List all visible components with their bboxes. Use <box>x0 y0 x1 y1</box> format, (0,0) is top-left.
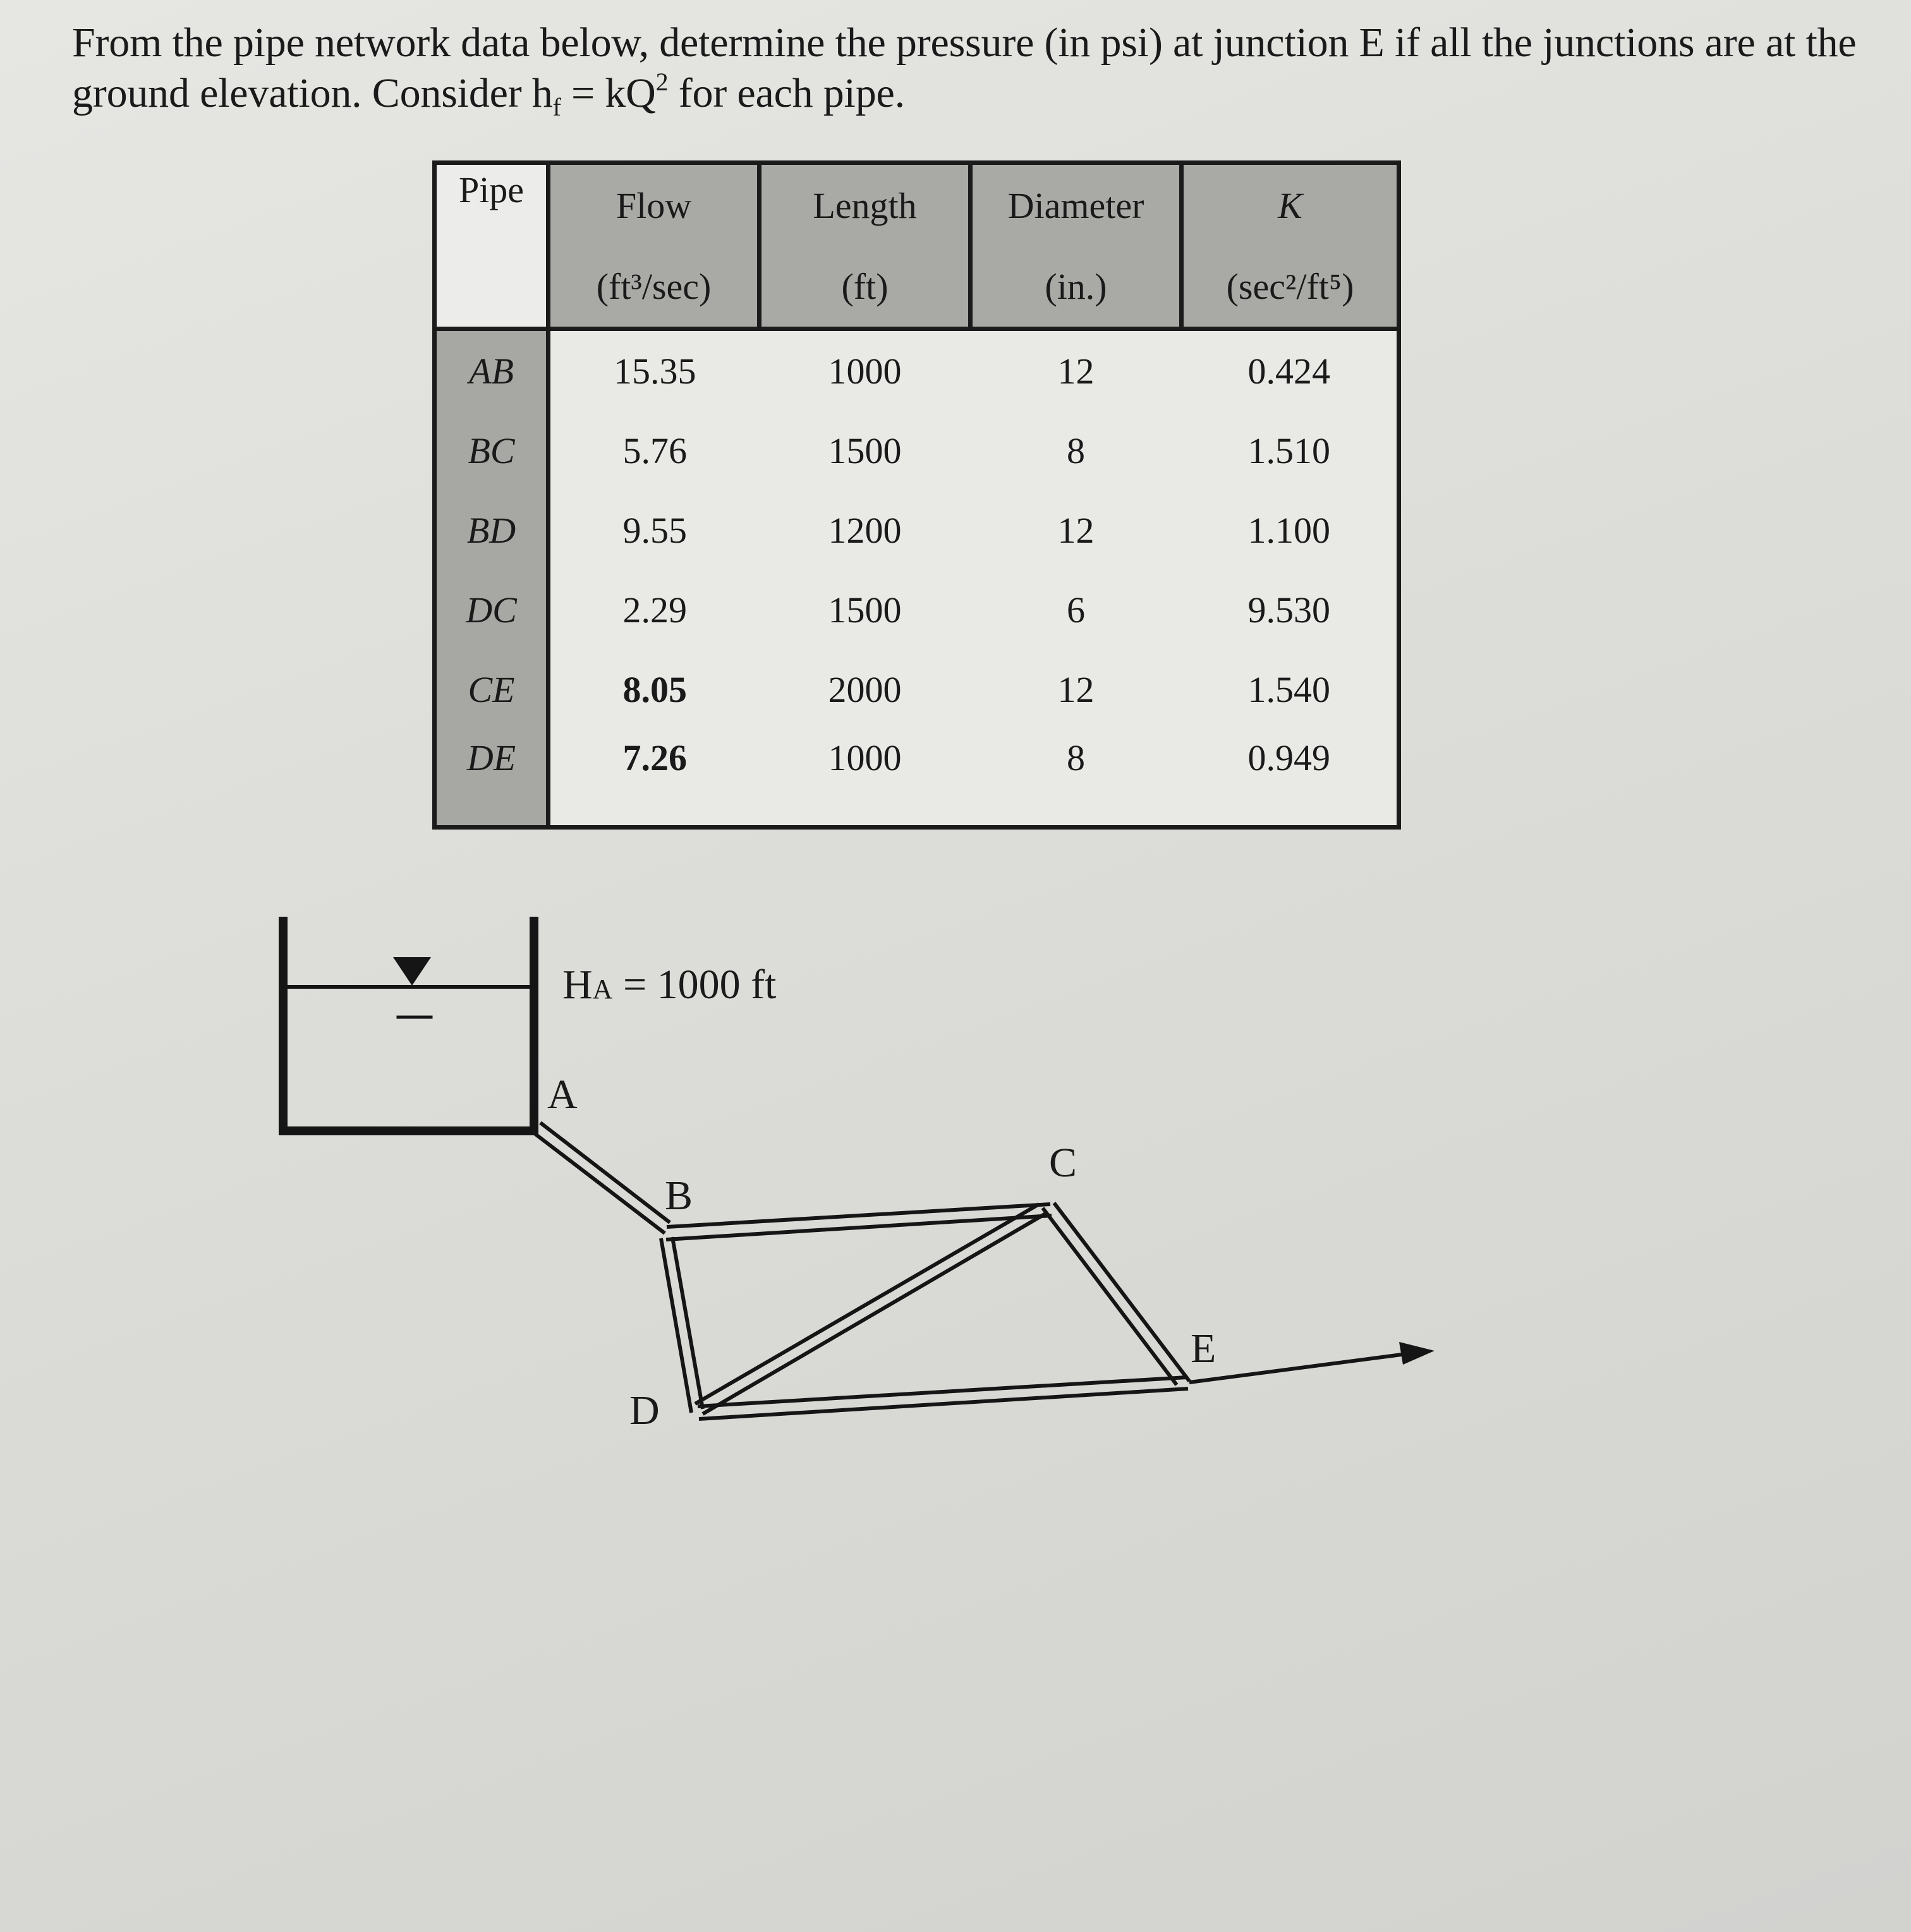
cell-diameter: 12 <box>971 329 1182 411</box>
header-k: K <box>1182 163 1399 246</box>
node-label-b: B <box>665 1173 693 1219</box>
table-row <box>435 329 1399 411</box>
water-level-triangle-icon <box>393 957 431 986</box>
cell-diameter: 12 <box>971 649 1182 729</box>
pipe-ce <box>1043 1203 1189 1385</box>
table-row <box>435 490 1399 570</box>
cell-k: 0.949 <box>1182 729 1399 828</box>
cell-diameter: 8 <box>971 411 1182 490</box>
unit-flow: (ft³/sec) <box>549 246 760 329</box>
table-row <box>435 411 1399 490</box>
table-header-row <box>435 163 1399 246</box>
cell-k: 0.424 <box>1182 329 1399 411</box>
problem-text-end: for each pipe. <box>668 70 905 116</box>
cell-diameter: 6 <box>971 570 1182 649</box>
header-diameter: Diameter <box>971 163 1182 246</box>
cell-length: 1500 <box>760 570 971 649</box>
table-row <box>435 729 1399 828</box>
formula-exponent: 2 <box>655 68 669 96</box>
header-pipe: Pipe <box>435 163 549 329</box>
head-label-sub: A <box>592 974 613 1005</box>
pipe-bc <box>666 1204 1052 1240</box>
table-row <box>435 649 1399 729</box>
cell-pipe: DC <box>435 570 549 649</box>
problem-statement <box>72 18 1892 124</box>
pipe-data-table <box>432 160 1401 830</box>
cell-k: 1.510 <box>1182 411 1399 490</box>
cell-flow: 7.26 <box>549 729 760 828</box>
pipe-bd <box>661 1237 703 1413</box>
cell-diameter: 8 <box>971 729 1182 828</box>
pipe-ab <box>530 1123 670 1233</box>
cell-flow: 8.05 <box>549 649 760 729</box>
unit-diameter: (in.) <box>971 246 1182 329</box>
header-length: Length <box>760 163 971 246</box>
cell-k: 9.530 <box>1182 570 1399 649</box>
cell-pipe: BC <box>435 411 549 490</box>
cell-length: 1200 <box>760 490 971 570</box>
cell-pipe: BD <box>435 490 549 570</box>
cell-length: 1500 <box>760 411 971 490</box>
unit-k: (sec²/ft⁵) <box>1182 246 1399 329</box>
node-label-d: D <box>629 1387 660 1434</box>
pipes <box>530 1123 1402 1419</box>
head-label-value: = 1000 ft <box>612 962 777 1008</box>
cell-pipe: CE <box>435 649 549 729</box>
cell-flow: 2.29 <box>549 570 760 649</box>
cell-length: 1000 <box>760 329 971 411</box>
cell-k: 1.100 <box>1182 490 1399 570</box>
head-label-h: H <box>562 962 593 1008</box>
outflow-line <box>1189 1355 1402 1382</box>
hf-subscript: f <box>552 93 561 121</box>
cell-flow: 15.35 <box>549 329 760 411</box>
problem-text-start: From the pipe network data below, determine the pressure (in psi) at junction E if all the junctions are at the ground elevation. Consider h <box>72 20 1857 116</box>
cell-flow: 5.76 <box>549 411 760 490</box>
node-label-a: A <box>547 1072 578 1118</box>
header-flow: Flow <box>549 163 760 246</box>
node-label-e: E <box>1191 1325 1216 1372</box>
cell-length: 1000 <box>760 729 971 828</box>
cell-pipe: DE <box>435 729 549 828</box>
cell-pipe: AB <box>435 329 549 411</box>
outflow-arrow-icon <box>1399 1342 1435 1365</box>
formula-text: = kQ <box>561 70 656 116</box>
node-label-c: C <box>1049 1140 1077 1186</box>
table-units-row <box>435 246 1399 329</box>
unit-length: (ft) <box>760 246 971 329</box>
cell-diameter: 12 <box>971 490 1182 570</box>
reservoir-head-label <box>562 964 777 1010</box>
pipe-de <box>698 1377 1188 1419</box>
table-row <box>435 570 1399 649</box>
cell-length: 2000 <box>760 649 971 729</box>
reservoir-tank <box>283 921 534 1131</box>
pipe-dc <box>695 1204 1046 1414</box>
cell-k: 1.540 <box>1182 649 1399 729</box>
cell-flow: 9.55 <box>549 490 760 570</box>
